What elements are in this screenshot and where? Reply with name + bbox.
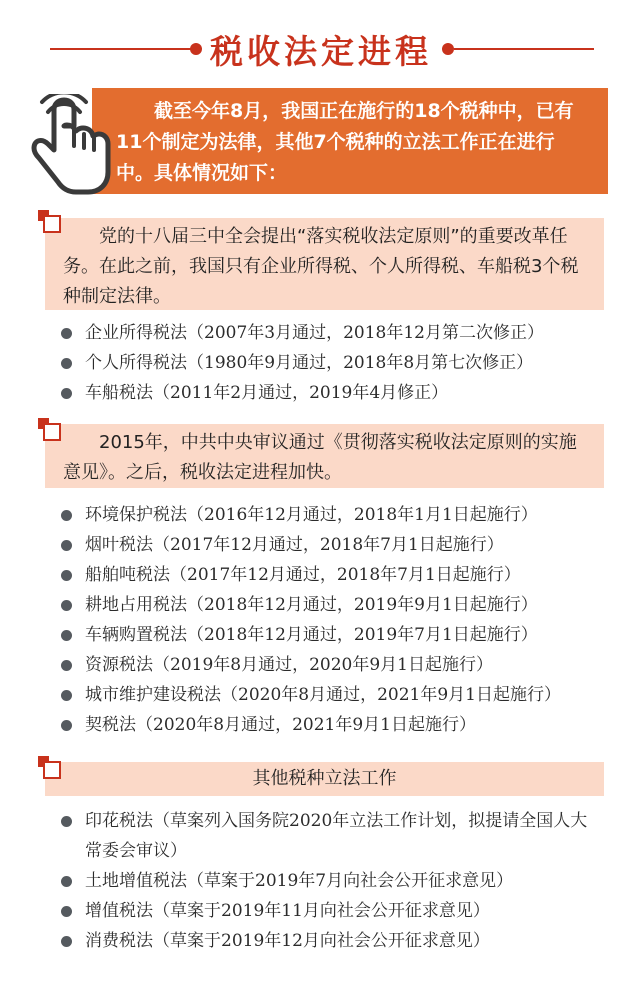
page-title: 税收法定进程: [210, 32, 432, 71]
bullet-dot-icon: [61, 876, 72, 887]
section1-text: 党的十八届三中全会提出“落实税收法定原则”的重要改革任务。在此之前，我国只有企业所得税、个人所得税、车船税3个税种制定法律。: [63, 226, 579, 307]
bullet-dot-icon: [61, 906, 72, 917]
corner-square-icon: [38, 418, 54, 434]
list-item: 烟叶税法（2017年12月通过，2018年7月1日起施行）: [55, 530, 615, 560]
bullet-dot-icon: [61, 328, 72, 339]
list-item: 个人所得税法（1980年9月通过，2018年8月第七次修正）: [55, 348, 615, 378]
list-item: 资源税法（2019年8月通过，2020年9月1日起施行）: [55, 650, 615, 680]
title-rule-left: [50, 48, 194, 50]
section2-box: [45, 424, 604, 488]
list-item: 增值税法（草案于2019年11月向社会公开征求意见）: [55, 896, 600, 926]
bullet-dot-icon: [61, 720, 72, 731]
intro-text: 截至今年8月，我国正在施行的18个税种中，已有11个制定为法律，其他7个税种的立法工作正在进行中。具体情况如下：: [116, 100, 574, 184]
intro-box: [92, 88, 608, 194]
bullet-dot-icon: [61, 540, 72, 551]
title-rule-right: [454, 48, 594, 50]
list-item: 耕地占用税法（2018年12月通过，2019年9月1日起施行）: [55, 590, 615, 620]
title-banner: [0, 22, 640, 74]
corner-square-icon: [38, 756, 54, 772]
list-item: 契税法（2020年8月通过，2021年9月1日起施行）: [55, 710, 615, 740]
section2-text: 2015年，中共中央审议通过《贯彻落实税收法定原则的实施意见》。之后，税收法定进程加快。: [63, 432, 577, 483]
bullet-dot-icon: [61, 816, 72, 827]
bullet-dot-icon: [61, 660, 72, 671]
title-dot-left: [190, 43, 202, 55]
bullet-dot-icon: [61, 388, 72, 399]
list-item: 企业所得税法（2007年3月通过，2018年12月第二次修正）: [55, 318, 615, 348]
list-item: 车辆购置税法（2018年12月通过，2019年7月1日起施行）: [55, 620, 615, 650]
bullet-dot-icon: [61, 600, 72, 611]
bullet-dot-icon: [61, 690, 72, 701]
bullet-dot-icon: [61, 570, 72, 581]
list-item: 环境保护税法（2016年12月通过，2018年1月1日起施行）: [55, 500, 615, 530]
section2-list: [55, 500, 615, 740]
section1-box: [45, 218, 604, 310]
section3-box: [45, 762, 604, 796]
corner-square-icon: [38, 210, 54, 226]
section1-list: [55, 318, 615, 408]
section3-heading: 其他税种立法工作: [252, 768, 397, 789]
list-item: 印花税法（草案列入国务院2020年立法工作计划，拟提请全国人大常委会审议）: [55, 806, 600, 866]
pointing-hand-icon: [28, 94, 114, 204]
section3-list: [55, 806, 600, 956]
title-dot-right: [442, 43, 454, 55]
list-item: 车船税法（2011年2月通过，2019年4月修正）: [55, 378, 615, 408]
bullet-dot-icon: [61, 358, 72, 369]
bullet-dot-icon: [61, 936, 72, 947]
bullet-dot-icon: [61, 510, 72, 521]
bullet-dot-icon: [61, 630, 72, 641]
list-item: 消费税法（草案于2019年12月向社会公开征求意见）: [55, 926, 600, 956]
list-item: 船舶吨税法（2017年12月通过，2018年7月1日起施行）: [55, 560, 615, 590]
list-item: 土地增值税法（草案于2019年7月向社会公开征求意见）: [55, 866, 600, 896]
list-item: 城市维护建设税法（2020年8月通过，2021年9月1日起施行）: [55, 680, 615, 710]
